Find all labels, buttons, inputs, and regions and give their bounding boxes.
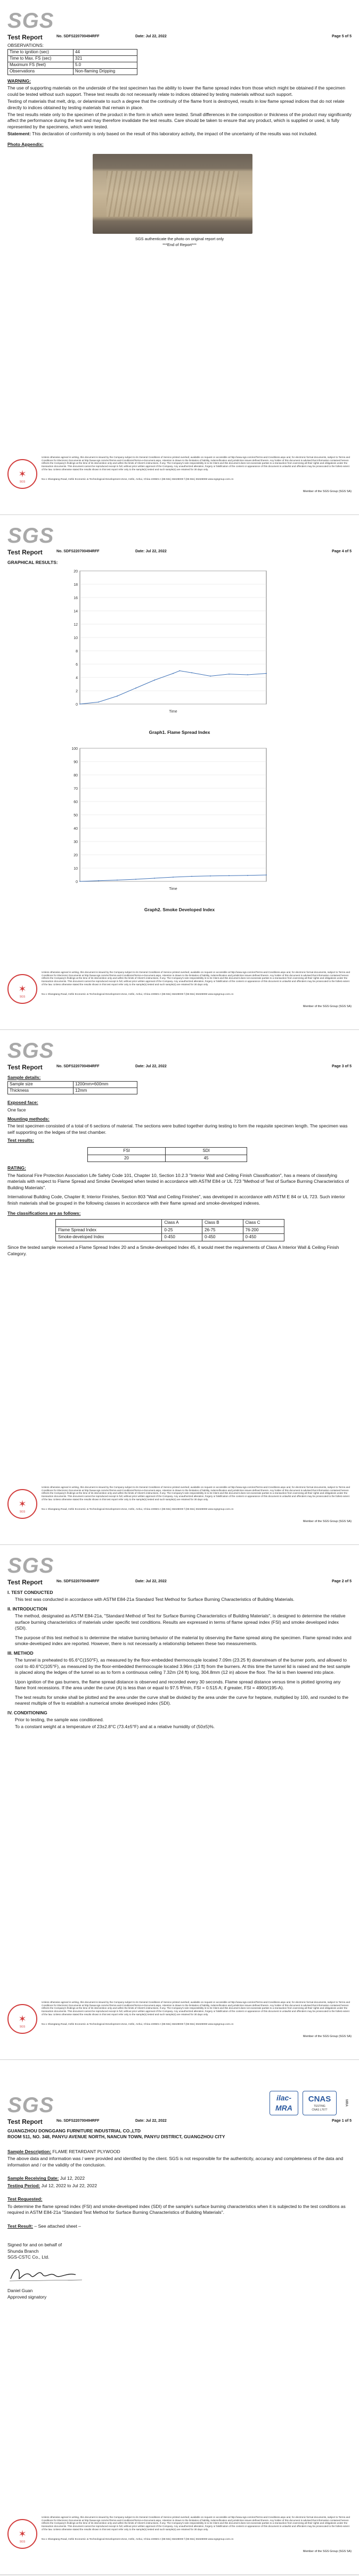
table-row xyxy=(8,56,137,62)
report-number: No. SDFS220700494RFF xyxy=(56,35,100,38)
table-cell xyxy=(56,1219,162,1226)
data-point xyxy=(210,876,211,877)
report-date: Date: Jul 22, 2022 xyxy=(135,35,167,38)
sgs-logo: SGS xyxy=(7,2093,54,2117)
report-date: Date: Jul 22, 2022 xyxy=(135,550,167,553)
member-line: Member of the SGS Group (SGS SA) xyxy=(303,1005,352,1008)
report-page-3 xyxy=(0,1030,359,1545)
conclusion-text: Since the tested sample received a Flame Spread Index 20 and a Smoke-developed Index 45, it would meet the requirements of Class A Interior Wall & Ceiling Finish Category. xyxy=(7,1245,339,1256)
table-row xyxy=(8,68,137,75)
table-row xyxy=(56,1219,284,1226)
page-number: Page 1 of 5 xyxy=(332,2119,352,2123)
row-value: Non-flaming Dripping xyxy=(74,68,137,75)
y-tick-label: 0 xyxy=(76,703,78,707)
table-cell: 0-450 xyxy=(162,1234,202,1241)
chart-caption: Graph1. Flame Spread Index xyxy=(149,729,210,735)
report-header xyxy=(7,2117,352,2125)
y-tick-label: 0 xyxy=(76,880,78,885)
y-tick-label: 8 xyxy=(76,650,78,654)
cnas-text: CNAS xyxy=(308,2095,331,2104)
section-paragraph: The purpose of this test method is to determine the relative burning behavior of the material by observing the flame spread along the specimen. Flame spread index and smoke-developed index are reported. However, there is not necessarily a relationship between these two measurements. xyxy=(15,1634,352,1647)
rating-heading: RATING: xyxy=(7,1165,26,1171)
x-axis-label: Time xyxy=(169,887,177,892)
data-point xyxy=(229,876,230,877)
exposed-face-heading: Exposed face: xyxy=(7,1100,38,1106)
row-value: 5.0 xyxy=(74,62,137,69)
section-paragraph: To a constant weight at a temperature of 23±2.8°C (73.4±5°F) and at a relative humidity of (50±5)%. xyxy=(15,1724,215,1730)
rating-paragraph: International Building Code, Chapter 8; Interior Finishes, Section 803 "Wall and Ceiling Finishes", was developed in accordance with ASTM E 84 or UL 723. Such interior finish materials shall be grouped in the following classes in accordance with their flame spread and smoke-developed indexes. xyxy=(7,1194,345,1206)
data-point xyxy=(154,680,155,681)
observations-heading: OBSERVATIONS: xyxy=(7,43,44,48)
terms-fine-print: Unless otherwise agreed in writing, this document is issued by the Company subject to its General Conditions of Service printed overleaf, available on request or accessible at http://www.sgs.com/en/Terms-and-Conditions.aspx and, for electronic format documents, subject to Terms and Conditions for Electronic Documents at http://www.sgs.com/en/Terms-and-Conditions/Terms-e-Document.aspx. Attention is drawn to the limitation of liability, indemnification and jurisdiction issues defined therein. Any holder of this document is advised that information contained hereon reflects the Company's findings at the time of its intervention only and within the limits of Client's instructions, if any. The Company's sole responsibility is to its Client and this document does not exonerate parties to a transaction from exercising all their rights and obligations under the transaction documents. This document cannot be reproduced except in full, without prior written approval of the Company. Any unauthorized alteration, forgery or falsification of the content or appearance of this document is unlawful and offenders may be prosecuted to the fullest extent of the law. Unless otherwise stated the results shown in this test report refer only to the sample(s) tested and such sample(s) are retained for 30 days only. xyxy=(42,1486,350,1501)
warning-heading: WARNING: xyxy=(7,78,31,84)
sample-description xyxy=(7,2149,352,2155)
terms-fine-print: Unless otherwise agreed in writing, this document is issued by the Company subject to its General Conditions of Service printed overleaf, available on request or accessible at http://www.sgs.com/en/Terms-and-Conditions.aspx and, for electronic format documents, subject to Terms and Conditions for Electronic Documents at http://www.sgs.com/en/Terms-and-Conditions/Terms-e-Document.aspx. Attention is drawn to the limitation of liability, indemnification and jurisdiction issues defined therein. Any holder of this document is advised that information contained hereon reflects the Company's findings at the time of its intervention only and within the limits of Client's instructions, if any. The Company's sole responsibility is to its Client and this document does not exonerate parties to a transaction from exercising all their rights and obligations under the transaction documents. This document cannot be reproduced except in full, without prior written approval of the Company. Any unauthorized alteration, forgery or falsification of the content or appearance of this document is unlawful and offenders may be prosecuted to the fullest extent of the law. Unless otherwise stated the results shown in this test report refer only to the sample(s) tested and such sample(s) are retained for 30 days only. xyxy=(42,456,350,471)
table-cell: Class A xyxy=(162,1219,202,1226)
test-result-value: – See attached sheet – xyxy=(33,2223,81,2229)
y-tick-label: 10 xyxy=(74,636,78,641)
table-header-cell: SDI xyxy=(166,1147,247,1155)
sgs-logo: SGS xyxy=(7,524,54,547)
data-point xyxy=(173,673,174,674)
page-number: Page 3 of 5 xyxy=(332,1065,352,1068)
y-tick-label: 40 xyxy=(74,827,78,831)
section-paragraph: Prior to testing, the sample was conditioned. xyxy=(15,1716,104,1722)
cnas-number: CNAS L7677 xyxy=(312,2108,328,2112)
table-cell: Class C xyxy=(243,1219,284,1226)
terms-fine-print: Unless otherwise agreed in writing, this document is issued by the Company subject to its General Conditions of Service printed overleaf, available on request or accessible at http://www.sgs.com/en/Terms-and-Conditions.aspx and, for electronic format documents, subject to Terms and Conditions for Electronic Documents at http://www.sgs.com/en/Terms-and-Conditions/Terms-e-Document.aspx. Attention is drawn to the limitation of liability, indemnification and jurisdiction issues defined therein. Any holder of this document is advised that information contained hereon reflects the Company's findings at the time of its intervention only and within the limits of Client's instructions, if any. The Company's sole responsibility is to its Client and this document does not exonerate parties to a transaction from exercising all their rights and obligations under the transaction documents. This document cannot be reproduced except in full, without prior written approval of the Company. Any unauthorized alteration, forgery or falsification of the content or appearance of this document is unlawful and offenders may be prosecuted to the fullest extent of the law. Unless otherwise stated the results shown in this test report refer only to the sample(s) tested and such sample(s) are retained for 30 days only. xyxy=(42,2516,350,2531)
terms-fine-print: Unless otherwise agreed in writing, this document is issued by the Company subject to its General Conditions of Service printed overleaf, available on request or accessible at http://www.sgs.com/en/Terms-and-Conditions.aspx and, for electronic format documents, subject to Terms and Conditions for Electronic Documents at http://www.sgs.com/en/Terms-and-Conditions/Terms-e-Document.aspx. Attention is drawn to the limitation of liability, indemnification and jurisdiction issues defined therein. Any holder of this document is advised that information contained hereon reflects the Company's findings at the time of its intervention only and within the limits of Client's instructions, if any. The Company's sole responsibility is to its Client and this document does not exonerate parties to a transaction from exercising all their rights and obligations under the transaction documents. This document cannot be reproduced except in full, without prior written approval of the Company. Any unauthorized alteration, forgery or falsification of the content or appearance of this document is unlawful and offenders may be prosecuted to the fullest extent of the law. Unless otherwise stated the results shown in this test report refer only to the sample(s) tested and such sample(s) are retained for 30 days only. xyxy=(42,2001,350,2016)
rating-paragraph: The National Fire Protection Association Life Safety Code 101, Chapter 10, Section 10.2.3 "Interior Wall and Ceiling Finish Classification", has a means of classifying materials with respect to Flame Spread and Smoke Developed when tested in accordance with ASTM E84 or UL 723 "Method of Test of Surface Burning Characteristics of Building Materials". xyxy=(7,1172,349,1190)
row-value: 321 xyxy=(74,56,137,62)
ilac-mra-logo: ilac-MRA xyxy=(270,2091,298,2115)
row-label: Time to Max. FS (sec) xyxy=(8,56,74,62)
table-cell: Smoke-developed Index xyxy=(56,1234,162,1241)
sample-details-heading: Sample details: xyxy=(7,1075,41,1080)
page-footer xyxy=(7,2516,352,2564)
table-cell: 0-25 xyxy=(162,1226,202,1234)
page-footer xyxy=(7,2001,352,2049)
y-tick-label: 90 xyxy=(74,760,78,765)
y-tick-label: 50 xyxy=(74,814,78,818)
observations-table xyxy=(7,49,137,75)
sgs-seal-icon: ✶ SGS xyxy=(7,2519,37,2549)
signed-line: SGS-CSTC Co., Ltd. xyxy=(7,2254,50,2260)
report-header xyxy=(7,1578,352,1585)
photo-appendix-heading: Photo Appendix: xyxy=(7,141,44,147)
y-tick-label: 100 xyxy=(71,747,78,751)
cnas-logo xyxy=(303,2091,337,2115)
page-footer xyxy=(7,1486,352,1534)
data-point xyxy=(266,673,267,674)
row-label: Sample size xyxy=(8,1082,74,1088)
table-cell: 26-75 xyxy=(202,1226,243,1234)
report-page-5 xyxy=(0,0,359,515)
section-paragraph: Upon ignition of the gas burners, the flame spread distance is observed and recorded every 30 seconds. Flame spread distance versus time is plotted ignoring any flame front recessions. If the area under the curve (A) is less than or equal to 97.5 ft²min, FSI = 0.515 A; if greater, FSI = 4900/(195-A). xyxy=(15,1679,341,1691)
section-heading: I. TEST CONDUCTED xyxy=(7,1590,53,1595)
testing-period xyxy=(7,2183,352,2189)
test-requested-heading: Test Requested: xyxy=(7,2196,43,2202)
data-point xyxy=(191,673,192,674)
statement xyxy=(7,131,352,137)
receiving-date-label: Sample Receiving Date: xyxy=(7,2176,59,2181)
y-tick-label: 6 xyxy=(76,663,78,667)
terms-fine-print: Unless otherwise agreed in writing, this document is issued by the Company subject to its General Conditions of Service printed overleaf, available on request or accessible at http://www.sgs.com/en/Terms-and-Conditions.aspx and, for electronic format documents, subject to Terms and Conditions for Electronic Documents at http://www.sgs.com/en/Terms-and-Conditions/Terms-e-Document.aspx. Attention is drawn to the limitation of liability, indemnification and jurisdiction issues defined therein. Any holder of this document is advised that information contained hereon reflects the Company's findings at the time of its intervention only and within the limits of Client's instructions, if any. The Company's sole responsibility is to its Client and this document does not exonerate parties to a transaction from exercising all their rights and obligations under the transaction documents. This document cannot be reproduced except in full, without prior written approval of the Company. Any unauthorized alteration, forgery or falsification of the content or appearance of this document is unlawful and offenders may be prosecuted to the fullest extent of the law. Unless otherwise stated the results shown in this test report refer only to the sample(s) tested and such sample(s) are retained for 30 days only. xyxy=(42,971,350,986)
end-of-report: ***End of Report*** xyxy=(162,242,197,248)
table-cell: Class B xyxy=(202,1219,243,1226)
y-tick-label: 70 xyxy=(74,787,78,791)
report-date: Date: Jul 22, 2022 xyxy=(135,1065,167,1068)
report-date: Date: Jul 22, 2022 xyxy=(135,1580,167,1583)
y-tick-label: 60 xyxy=(74,800,78,805)
section-paragraph: This test was conducted in accordance with ASTM E84-21a Standard Test Method for Surface Burning Characteristics of Building Materials. xyxy=(15,1597,295,1602)
row-label: Maximum FS (feet) xyxy=(8,62,74,69)
row-value: 44 xyxy=(74,50,137,56)
report-page-4 xyxy=(0,515,359,1030)
test-results-heading: Test results: xyxy=(7,1138,34,1143)
table-cell: 0-450 xyxy=(243,1234,284,1241)
report-title: Test Report xyxy=(7,1064,43,1071)
sgs-logo: SGS xyxy=(7,1554,54,1577)
table-cell: 0-450 xyxy=(202,1234,243,1241)
data-point xyxy=(79,881,80,882)
chart-caption: Graph2. Smoke Developed Index xyxy=(144,906,215,912)
report-number: No. SDFS220700494RFF xyxy=(56,550,100,553)
data-point xyxy=(79,704,80,705)
sample-description-value: FLAME RETARDANT PLYWOOD xyxy=(51,2148,120,2154)
classifications-heading: The classifications are as follows: xyxy=(7,1211,81,1216)
section-paragraph: The test results for smoke shall be plotted and the area under the curve shall be divided by the area under the curve for heptane, multiplied by 100, and rounded to the nearest multiple of five to establish a numerical smoke developed index (SDI). xyxy=(15,1694,349,1706)
sample-details-table xyxy=(7,1081,137,1094)
signer-name: Daniel Guan xyxy=(7,2288,33,2294)
sdi-value: 45 xyxy=(166,1155,247,1162)
report-number: No. SDFS220700494RFF xyxy=(56,2119,100,2123)
data-point xyxy=(179,670,180,672)
mra-mark: MRA xyxy=(345,2099,348,2107)
sgs-seal-icon: ✶ SGS xyxy=(7,974,37,1004)
data-point xyxy=(117,880,118,881)
page-body xyxy=(7,2128,352,2300)
row-label: Time to ignition (sec) xyxy=(8,50,74,56)
classification-table xyxy=(55,1219,284,1241)
warning-paragraph: The test results relate only to the specimen of the product in the form in which were tested. Small differences in the composition or thickness of the product may significantly affect the performance during the test and may therefore invalidate the test results. Care should be taken to ensure that any product, which is supplied or used, is fully represented by the specimens, which were tested. xyxy=(7,112,352,129)
row-value: 12mm xyxy=(74,1088,137,1094)
sample-note: The above data and information was / were provided and identified by the client. SGS is not responsible for the authenticity, accuracy and completeness of the data and information and / or the validity of the conclusion. xyxy=(7,2156,344,2168)
table-row xyxy=(8,1082,137,1088)
sgs-logo: SGS xyxy=(7,1039,54,1062)
signer-title: Approved signatory xyxy=(7,2294,47,2300)
section-heading: II. INTRODUCTION xyxy=(7,1606,47,1612)
data-point xyxy=(229,674,230,675)
report-number: No. SDFS220700494RFF xyxy=(56,1065,100,1068)
smoke-developed-chart xyxy=(61,743,274,903)
y-tick-label: 20 xyxy=(74,854,78,858)
graphical-results-heading: GRAPHICAL RESULTS: xyxy=(7,560,58,565)
test-requested-text: To determine the flame spread index (FSI) and smoke-developed index (SDI) of the sample's surface burning characteristics when it is subjected to the test conditions as required in ASTM E84-21a "Standard Test Method for Surface Burning Characteristics of Building Materials". xyxy=(7,2203,346,2215)
lab-address: No.1 Shangtang Road, Hefei Economic & Technological Development Zone, Hefei, Anhui, China 230601 t (86-551) 65328000 f (86-551) 65328008 www.sgsgroup.com.cn xyxy=(42,1508,234,1511)
y-tick-label: 2 xyxy=(76,690,78,694)
sample-description-label: Sample Description: xyxy=(7,2148,52,2154)
lab-address: No.1 Shangtang Road, Hefei Economic & Technological Development Zone, Hefei, Anhui, China 230601 t (86-551) 65328000 f (86-551) 65328008 www.sgsgroup.com.cn xyxy=(42,2538,234,2541)
table-row xyxy=(8,50,137,56)
member-line: Member of the SGS Group (SGS SA) xyxy=(303,2550,352,2553)
y-tick-label: 16 xyxy=(74,596,78,601)
testing-period-value: Jul 12, 2022 to Jul 22, 2022 xyxy=(40,2182,97,2188)
fsi-value: 20 xyxy=(88,1155,166,1162)
data-point xyxy=(210,676,211,677)
table-row xyxy=(56,1234,284,1241)
warning-paragraph: The use of supporting materials on the underside of the test specimen has the ability to lower the flame spread index from those which might be obtained if the specimen could be tested without such support. These test results do not necessarily relate to indices obtained by testing materials without such support. xyxy=(7,85,346,97)
data-point xyxy=(191,876,192,877)
data-point xyxy=(247,675,248,676)
page-number: Page 4 of 5 xyxy=(332,550,352,553)
page-body xyxy=(7,1588,352,1730)
page-footer xyxy=(7,456,352,504)
page-body xyxy=(7,43,352,248)
data-point xyxy=(266,875,267,876)
section-paragraph: The tunnel is preheated to 65.6°C(150°F), as measured by the floor-embedded thermocouple located 7.09m (23.25 ft) downstream of the burner ports, and allowed to cool to 40.6°C(105°F), as measured by the floor-embedded thermocouple located 3.96m (13 ft) from the burners. At this time the tunnel lid is raised and the test sample is placed along the ledges of the tunnel so as to form a continuous ceiling 7.32m (24 ft) long, 304.8mm (12 in) above the floor. The lid is then lowered into place. xyxy=(15,1657,350,1675)
member-line: Member of the SGS Group (SGS SA) xyxy=(303,2035,352,2038)
report-number: No. SDFS220700494RFF xyxy=(56,1580,100,1583)
lab-address: No.1 Shangtang Road, Hefei Economic & Technological Development Zone, Hefei, Anhui, China 230601 t (86-551) 65328000 f (86-551) 65328008 www.sgsgroup.com.cn xyxy=(42,993,234,996)
data-point xyxy=(117,696,118,697)
photo-caption: SGS authenticate the photo on original report only xyxy=(135,236,224,242)
y-tick-label: 18 xyxy=(74,583,78,587)
x-axis-label: Time xyxy=(169,710,177,714)
data-point xyxy=(135,688,136,689)
lab-address: No.1 Shangtang Road, Hefei Economic & Technological Development Zone, Hefei, Anhui, China 230601 t (86-551) 65328000 f (86-551) 65328008 www.sgsgroup.com.cn xyxy=(42,2023,234,2026)
report-title: Test Report xyxy=(7,2118,43,2125)
mounting-heading: Mounting methods: xyxy=(7,1116,50,1122)
test-result xyxy=(7,2223,352,2229)
table-cell: Flame Spread Index xyxy=(56,1226,162,1234)
report-page-2 xyxy=(0,1545,359,2060)
page-number: Page 5 of 5 xyxy=(332,35,352,38)
lab-address: No.1 Shangtang Road, Hefei Economic & Technological Development Zone, Hefei, Anhui, China 230601 t (86-551) 65328000 f (86-551) 65328008 www.sgsgroup.com.cn xyxy=(42,478,234,481)
row-label: Observations xyxy=(8,68,74,75)
data-point xyxy=(98,702,99,703)
y-tick-label: 14 xyxy=(74,610,78,614)
table-header-cell: FSI xyxy=(88,1147,166,1155)
page-body xyxy=(7,558,352,920)
test-result-label: Test Result: xyxy=(7,2223,34,2229)
receiving-date-value: Jul 12, 2022 xyxy=(59,2176,85,2181)
receiving-date xyxy=(7,2176,352,2181)
section-heading: III. METHOD xyxy=(7,1650,34,1656)
testing-period-label: Testing Period: xyxy=(7,2182,40,2188)
signed-line: Signed for and on behalf of xyxy=(7,2242,62,2248)
report-title: Test Report xyxy=(7,549,43,556)
y-tick-label: 10 xyxy=(74,867,78,871)
y-tick-label: 30 xyxy=(74,840,78,845)
section-heading: IV. CONDITIONING xyxy=(7,1710,47,1715)
section-paragraph: The method, designated as ASTM E84-21a, "Standard Method of Test for Surface Burning Characteristics of Building Materials", is designed to determine the relative surface burning characteristics of materials under specific test conditions. Results are expressed in terms of flame spread index (FSI) and smoke developed index (SDI). xyxy=(15,1613,346,1631)
page-number: Page 2 of 5 xyxy=(332,1580,352,1583)
data-point xyxy=(135,879,136,880)
y-tick-label: 12 xyxy=(74,623,78,627)
sgs-logo: SGS xyxy=(7,9,54,32)
data-point xyxy=(154,878,155,879)
data-point xyxy=(247,875,248,876)
report-page-1 xyxy=(0,2060,359,2575)
sgs-seal-icon: ✶ SGS xyxy=(7,459,37,489)
signature-icon xyxy=(7,2264,87,2284)
sample-photo xyxy=(93,154,252,234)
mounting-text: The test specimen consisted of a total of 6 sections of material. The sections were butted together during testing to form the requisite specimen length. The specimen was self supporting on the ledges of the test chamber. xyxy=(7,1123,348,1135)
applicant-address: ROOM 511, NO. 348, PANYU AVENUE NORTH, NANCUN TOWN, PANYU DISTRICT, GUANGZHOU CITY xyxy=(7,2134,225,2140)
signed-line: Shunda Branch xyxy=(7,2248,39,2254)
y-tick-label: 20 xyxy=(74,570,78,574)
table-cell: 76-200 xyxy=(243,1226,284,1234)
row-label: Thickness xyxy=(8,1088,74,1094)
data-point xyxy=(98,880,99,881)
report-title: Test Report xyxy=(7,34,43,41)
report-header xyxy=(7,548,352,555)
accreditation-logos xyxy=(270,2091,352,2115)
report-date: Date: Jul 22, 2022 xyxy=(135,2119,167,2123)
member-line: Member of the SGS Group (SGS SA) xyxy=(303,1520,352,1523)
table-row xyxy=(56,1226,284,1234)
page-body xyxy=(7,1073,352,1257)
sgs-seal-icon: ✶ SGS xyxy=(7,1489,37,1519)
y-tick-label: 80 xyxy=(74,774,78,778)
exposed-face-text: One face xyxy=(7,1107,26,1113)
data-point xyxy=(173,877,174,878)
warning-paragraph: Testing of materials that melt, drip, or delaminate to such a degree that the continuity of the flame front is destroyed, results in low flame spread indices that do not relate directly to indices obtained by testing materials that remain in place. xyxy=(7,99,345,110)
report-title: Test Report xyxy=(7,1579,43,1586)
applicant-name: GUANGZHOU DONGGANG FURNITURE INDUSTRIAL CO.,LTD xyxy=(7,2128,141,2133)
statement-text: This declaration of conformity is only based on the result of this laboratory activity, the impact of the uncertainty of the results was not included. xyxy=(30,131,317,137)
flame-spread-chart xyxy=(61,566,274,725)
cnas-sub: TESTING xyxy=(314,2105,325,2108)
y-tick-label: 4 xyxy=(76,676,78,681)
statement-label: Statement: xyxy=(7,131,31,137)
table-row xyxy=(8,62,137,69)
test-results-table xyxy=(87,1147,247,1163)
member-line: Member of the SGS Group (SGS SA) xyxy=(303,490,352,493)
sgs-seal-icon: ✶ SGS xyxy=(7,2004,37,2034)
table-row xyxy=(8,1088,137,1094)
row-value: 1200mm×600mm xyxy=(74,1082,137,1088)
report-header xyxy=(7,33,352,40)
page-footer xyxy=(7,971,352,1019)
report-header xyxy=(7,1063,352,1070)
